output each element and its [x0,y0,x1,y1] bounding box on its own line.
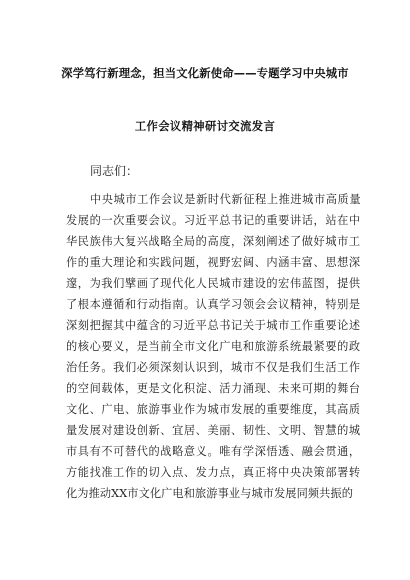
body-line: 邃，为我们擘画了现代化人民城市建设的宏伟蓝图，提供 [66,277,361,290]
salutation: 同志们： [90,164,139,178]
body-paragraph [66,189,362,504]
body-line: 量发展对建设创新、宜居、美丽、韧性、文明、智慧的城 [66,424,361,437]
body-line: 发展的一次重要会议。习近平总书记的重要讲话，站在中 [66,214,361,227]
body-line: 了根本遵循和行动指南。认真学习领会会议精神，特别是 [66,298,361,311]
body-line: 文化、广电、旅游事业作为城市发展的重要维度，其高质 [66,403,361,416]
body-line: 深刻把握其中蕴含的习近平总书记关于城市工作重要论述 [66,319,361,332]
body-line: 化为推动XX市文化广电和旅游事业与城市发展同频共振的 [66,487,354,500]
body-line: 市具有不可替代的战略意义。唯有学深悟透、融会贯通， [66,445,361,458]
body-line: 作的重大理论和实践问题，视野宏阔、内涵丰富、思想深 [66,256,361,269]
body-line: 的空间载体，更是文化积淀、活力涌现、未来可期的舞台 [66,382,361,395]
body-line: 的核心要义，是当前全市文化广电和旅游系统最紧要的政 [66,340,361,353]
document-title-line-1: 深学笃行新理念，担当文化新使命——专题学习中央城市 [61,67,349,80]
body-line: 方能找准工作的切入点、发力点，真正将中央决策部署转 [66,466,361,479]
body-line: 中央城市工作会议是新时代新征程上推进城市高质量 [90,193,362,206]
body-line: 华民族伟大复兴战略全局的高度，深刻阐述了做好城市工 [66,235,361,248]
document-title-line-2: 工作会议精神研讨交流发言 [134,120,276,133]
body-line: 治任务。我们必须深刻认识到，城市不仅是我们生活工作 [66,361,361,374]
